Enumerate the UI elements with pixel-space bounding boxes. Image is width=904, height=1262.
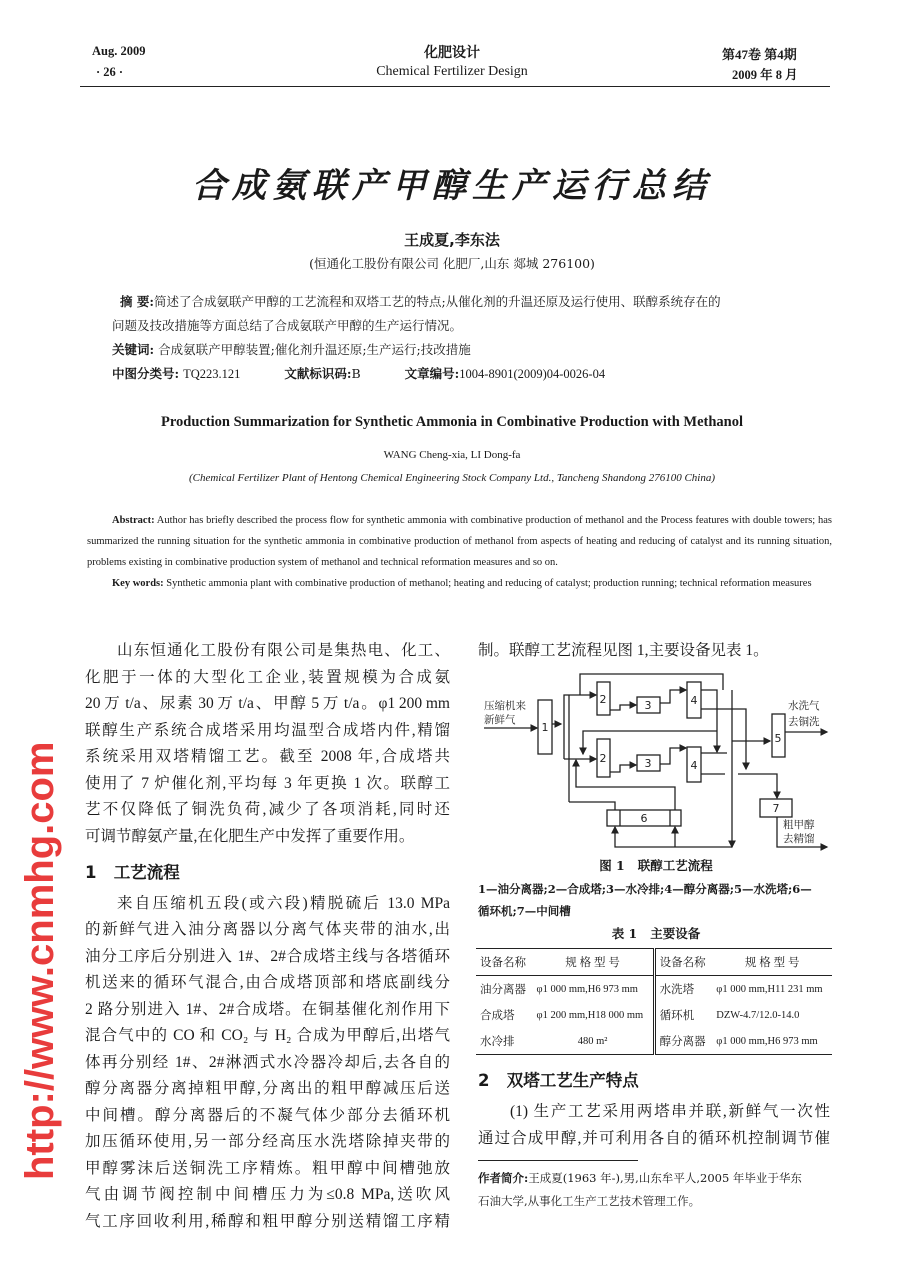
abstract-en-block xyxy=(87,510,832,594)
keywords-label: 关键词: xyxy=(112,342,155,357)
table-row xyxy=(476,1028,832,1055)
label-inlet: 新鲜气 xyxy=(484,714,516,726)
paragraph-line: 气工序回收利用,稀醇和粗甲醇分别送精馏工序精 xyxy=(85,1212,450,1230)
table-header: 设备名称 xyxy=(659,957,706,969)
box-label: 6 xyxy=(640,812,648,825)
table-caption: 表 1 主要设备 xyxy=(611,926,701,941)
paragraph-line: 化肥于一体的大型化工企业,装置规模为合成氨 xyxy=(85,668,450,686)
footnote-text: 王成夏(1963 年-),男,山东牟平人,2005 年毕业于华东 xyxy=(528,1171,802,1185)
box-label: 1 xyxy=(541,721,549,734)
page-title: 合成氨联产甲醇生产运行总结 xyxy=(192,166,712,206)
paragraph-line: 机送来的循环气混合,由合成塔顶部和塔底副线分 xyxy=(85,974,450,991)
table-cell: DZW-4.7/12.0-14.0 xyxy=(716,1009,800,1021)
paragraph-line: 油分工序后分别进入 1#、2#合成塔主线与各塔循环 xyxy=(85,947,450,965)
doc-code-label: 文献标识码: xyxy=(284,366,352,381)
figure-legend-2: 循环机;7—中间槽 xyxy=(478,904,571,918)
title-en: Production Summarization for Synthetic Ammonia in Combinative Production with Methanol xyxy=(160,414,744,430)
paragraph-line: 中间槽。醇分离器后的不凝气体少部分去循环机 xyxy=(85,1106,450,1124)
table-cell: φ1 200 mm,H18 000 mm xyxy=(533,1002,655,1028)
table-cell: 油分离器 xyxy=(480,984,526,996)
keywords-en-label: Key words: xyxy=(112,578,164,589)
equipment-table xyxy=(476,948,832,1055)
paragraph-line: 气由调节阀控制中间槽压力为≤0.8 MPa,送吹风 xyxy=(85,1186,450,1203)
figure-legend-1: 1—油分离器;2—合成塔;3—水冷排;4—醇分离器;5—水洗塔;6— xyxy=(478,882,812,896)
clc-label: 中图分类号: xyxy=(112,366,180,381)
label-outlet: 去精馏 xyxy=(783,833,815,845)
article-no-label: 文章编号: xyxy=(404,366,460,381)
section-heading-1: 1 工艺流程 xyxy=(85,863,180,882)
issue-date: 2009 年 8 月 xyxy=(732,68,798,82)
footnote-label: 作者简介: xyxy=(478,1171,529,1185)
keywords-en-text: Synthetic ammonia plant with combinative production of methanol; heating and reducing of catalyst; production running; technical reformation measures xyxy=(166,578,812,589)
keywords-en xyxy=(87,573,832,594)
table-row xyxy=(476,976,832,1003)
left-column xyxy=(85,638,450,1235)
keywords: 合成氨联产甲醇装置;催化剂升温还原;生产运行;技改措施 xyxy=(158,342,471,357)
table-cell: 480 m² xyxy=(533,1028,655,1055)
paragraph-line: 使用了 7 炉催化剂,平均每 3 年更换 1 次。联醇工 xyxy=(85,774,450,792)
journal-name-en: Chemical Fertilizer Design xyxy=(376,64,528,79)
table-cell: 水洗塔 xyxy=(659,984,695,996)
table-cell: 水冷排 xyxy=(480,1036,515,1048)
figure-legend xyxy=(476,878,836,922)
doc-code: B xyxy=(351,366,361,381)
paragraph-line: 系统采用双塔精馏工艺。截至 2008 年,合成塔共 xyxy=(85,748,450,765)
box-label: 4 xyxy=(690,759,698,772)
watermark: http://www.cnmhg.com xyxy=(18,741,62,1180)
table-cell: 合成塔 xyxy=(480,1010,515,1022)
paragraph-line: 艺不仅降低了铜洗负荷,减少了各项消耗,同时还 xyxy=(85,801,450,818)
authors-en: WANG Cheng-xia, LI Dong-fa xyxy=(383,449,521,461)
abstract-text: 简述了合成氨联产甲醇的工艺流程和双塔工艺的特点;从催化剂的升温还原及运行使用、联醇系统存在的 xyxy=(153,294,721,309)
page-number: · 26 · xyxy=(96,65,124,79)
footnote-rule xyxy=(478,1160,638,1161)
abstract-cn xyxy=(112,290,830,386)
header-date: Aug. 2009 xyxy=(92,44,146,58)
label-outlet: 粗甲醇 xyxy=(783,819,815,831)
process-flow-diagram xyxy=(470,662,850,854)
paragraph-line: 加压循环使用,另一部分经高压水洗塔除掉夹带的 xyxy=(85,1133,450,1150)
abstract-label: 摘 要: xyxy=(120,294,154,309)
paragraph-line: 的新鲜气进入油分离器以分离气体夹带的油水,出 xyxy=(85,921,450,938)
paragraph-line: 混合气中的 CO 和 CO₂ 与 H₂ 合成为甲醇后,出塔气 xyxy=(85,1027,450,1044)
table-header: 规 格 型 号 xyxy=(533,949,655,976)
header-rule xyxy=(80,86,830,87)
affiliation: (恒通化工股份有限公司 化肥厂,山东 郯城 276100) xyxy=(309,256,595,271)
box-label: 4 xyxy=(690,694,698,707)
table-header: 设备名称 xyxy=(480,957,526,969)
box-label: 2 xyxy=(599,752,607,765)
volume-issue: 第47卷 第4期 xyxy=(722,47,797,62)
box-label: 3 xyxy=(644,757,652,770)
table-cell: φ1 000 mm,H6 973 mm xyxy=(716,1035,818,1047)
paragraph-line: 来自压缩机五段(或六段)精脱硫后 13.0 MPa xyxy=(117,894,450,912)
abstract-en-text: Author has briefly described the process flow for synthetic ammonia with combinative production of methanol and the Process features with double towers; has summarized the running situation for the synthetic ammonia in combinative production of methanol from aspects of heating and reducing of catalyst and its running situation, problems existing in combinative production system of methanol and technical reformation measures and so on. xyxy=(87,515,832,568)
authors: 王成夏,李东法 xyxy=(404,231,500,249)
journal-name-cn: 化肥设计 xyxy=(424,45,480,61)
paragraph-line: 联醇生产系统合成塔采用均温型合成塔内件,精馏 xyxy=(85,721,450,739)
abstract-en xyxy=(87,510,832,573)
paragraph-line: 通过合成甲醇,并可利用各自的循环机控制调节催 xyxy=(478,1129,830,1147)
author-footnote xyxy=(476,1167,836,1213)
box-label: 5 xyxy=(774,732,782,745)
box-label: 3 xyxy=(644,699,652,712)
table-cell: φ1 000 mm,H11 231 mm xyxy=(716,983,823,995)
paragraph-line: 可调节醇氨产量,在化肥生产中发挥了重要作用。 xyxy=(85,827,415,845)
paragraph-line: 山东恒通化工股份有限公司是集热电、化工、 xyxy=(117,642,450,659)
section2-text xyxy=(476,1099,830,1152)
table-cell: φ1 000 mm,H6 973 mm xyxy=(533,976,655,1003)
affiliation-en: (Chemical Fertilizer Plant of Hentong Chemical Engineering Stock Company Ltd., Tancheng Shandong 276100 China) xyxy=(188,472,715,484)
table-row xyxy=(476,1002,832,1028)
abstract-text-2: 问题及技改措施等方面总结了合成氨联产甲醇的生产运行情况。 xyxy=(112,318,463,333)
paragraph-line: (1) 生产工艺采用两塔串并联,新鲜气一次性 xyxy=(510,1103,830,1120)
paragraph-line: 20 万 t/a、尿素 30 万 t/a、甲醇 5 万 t/a。φ1 200 mm xyxy=(85,695,450,712)
figure-caption: 图 1 联醇工艺流程 xyxy=(599,858,713,873)
section-heading-2: 2 双塔工艺生产特点 xyxy=(478,1071,639,1090)
footnote-text: 石油大学,从事化工生产工艺技术管理工作。 xyxy=(478,1194,701,1208)
label-inlet: 压缩机来 xyxy=(484,700,526,712)
label-outlet: 去铜洗 xyxy=(788,716,820,728)
paragraph-line: 甲醇雾沫后送铜洗工序精炼。粗甲醇中间槽弛放 xyxy=(85,1159,450,1177)
box-label: 2 xyxy=(599,693,607,706)
table-cell: 醇分离器 xyxy=(659,1036,706,1048)
right-column-lower xyxy=(476,856,836,1213)
right-intro: 制。联醇工艺流程见图 1,主要设备见表 1。 xyxy=(478,642,769,659)
table-header: 规 格 型 号 xyxy=(744,957,800,969)
article-no: 1004-8901(2009)04-0026-04 xyxy=(459,367,606,381)
abstract-en-label: Abstract: xyxy=(112,515,155,526)
paragraph-line: 醇分离器分离掉粗甲醇,分离出的粗甲醇减压后送 xyxy=(85,1080,450,1097)
label-outlet: 水洗气 xyxy=(788,700,820,712)
table-header-row xyxy=(476,949,832,976)
paragraph-line: 2 路分别进入 1#、2#合成塔。在铜基催化剂作用下 xyxy=(85,1000,450,1018)
paragraph-line: 体再分别经 1#、2#淋洒式水冷器冷却后,去各自的 xyxy=(85,1053,450,1071)
box-label: 7 xyxy=(772,802,780,815)
clc: TQ223.121 xyxy=(183,367,241,381)
table-cell: 循环机 xyxy=(659,1010,695,1022)
